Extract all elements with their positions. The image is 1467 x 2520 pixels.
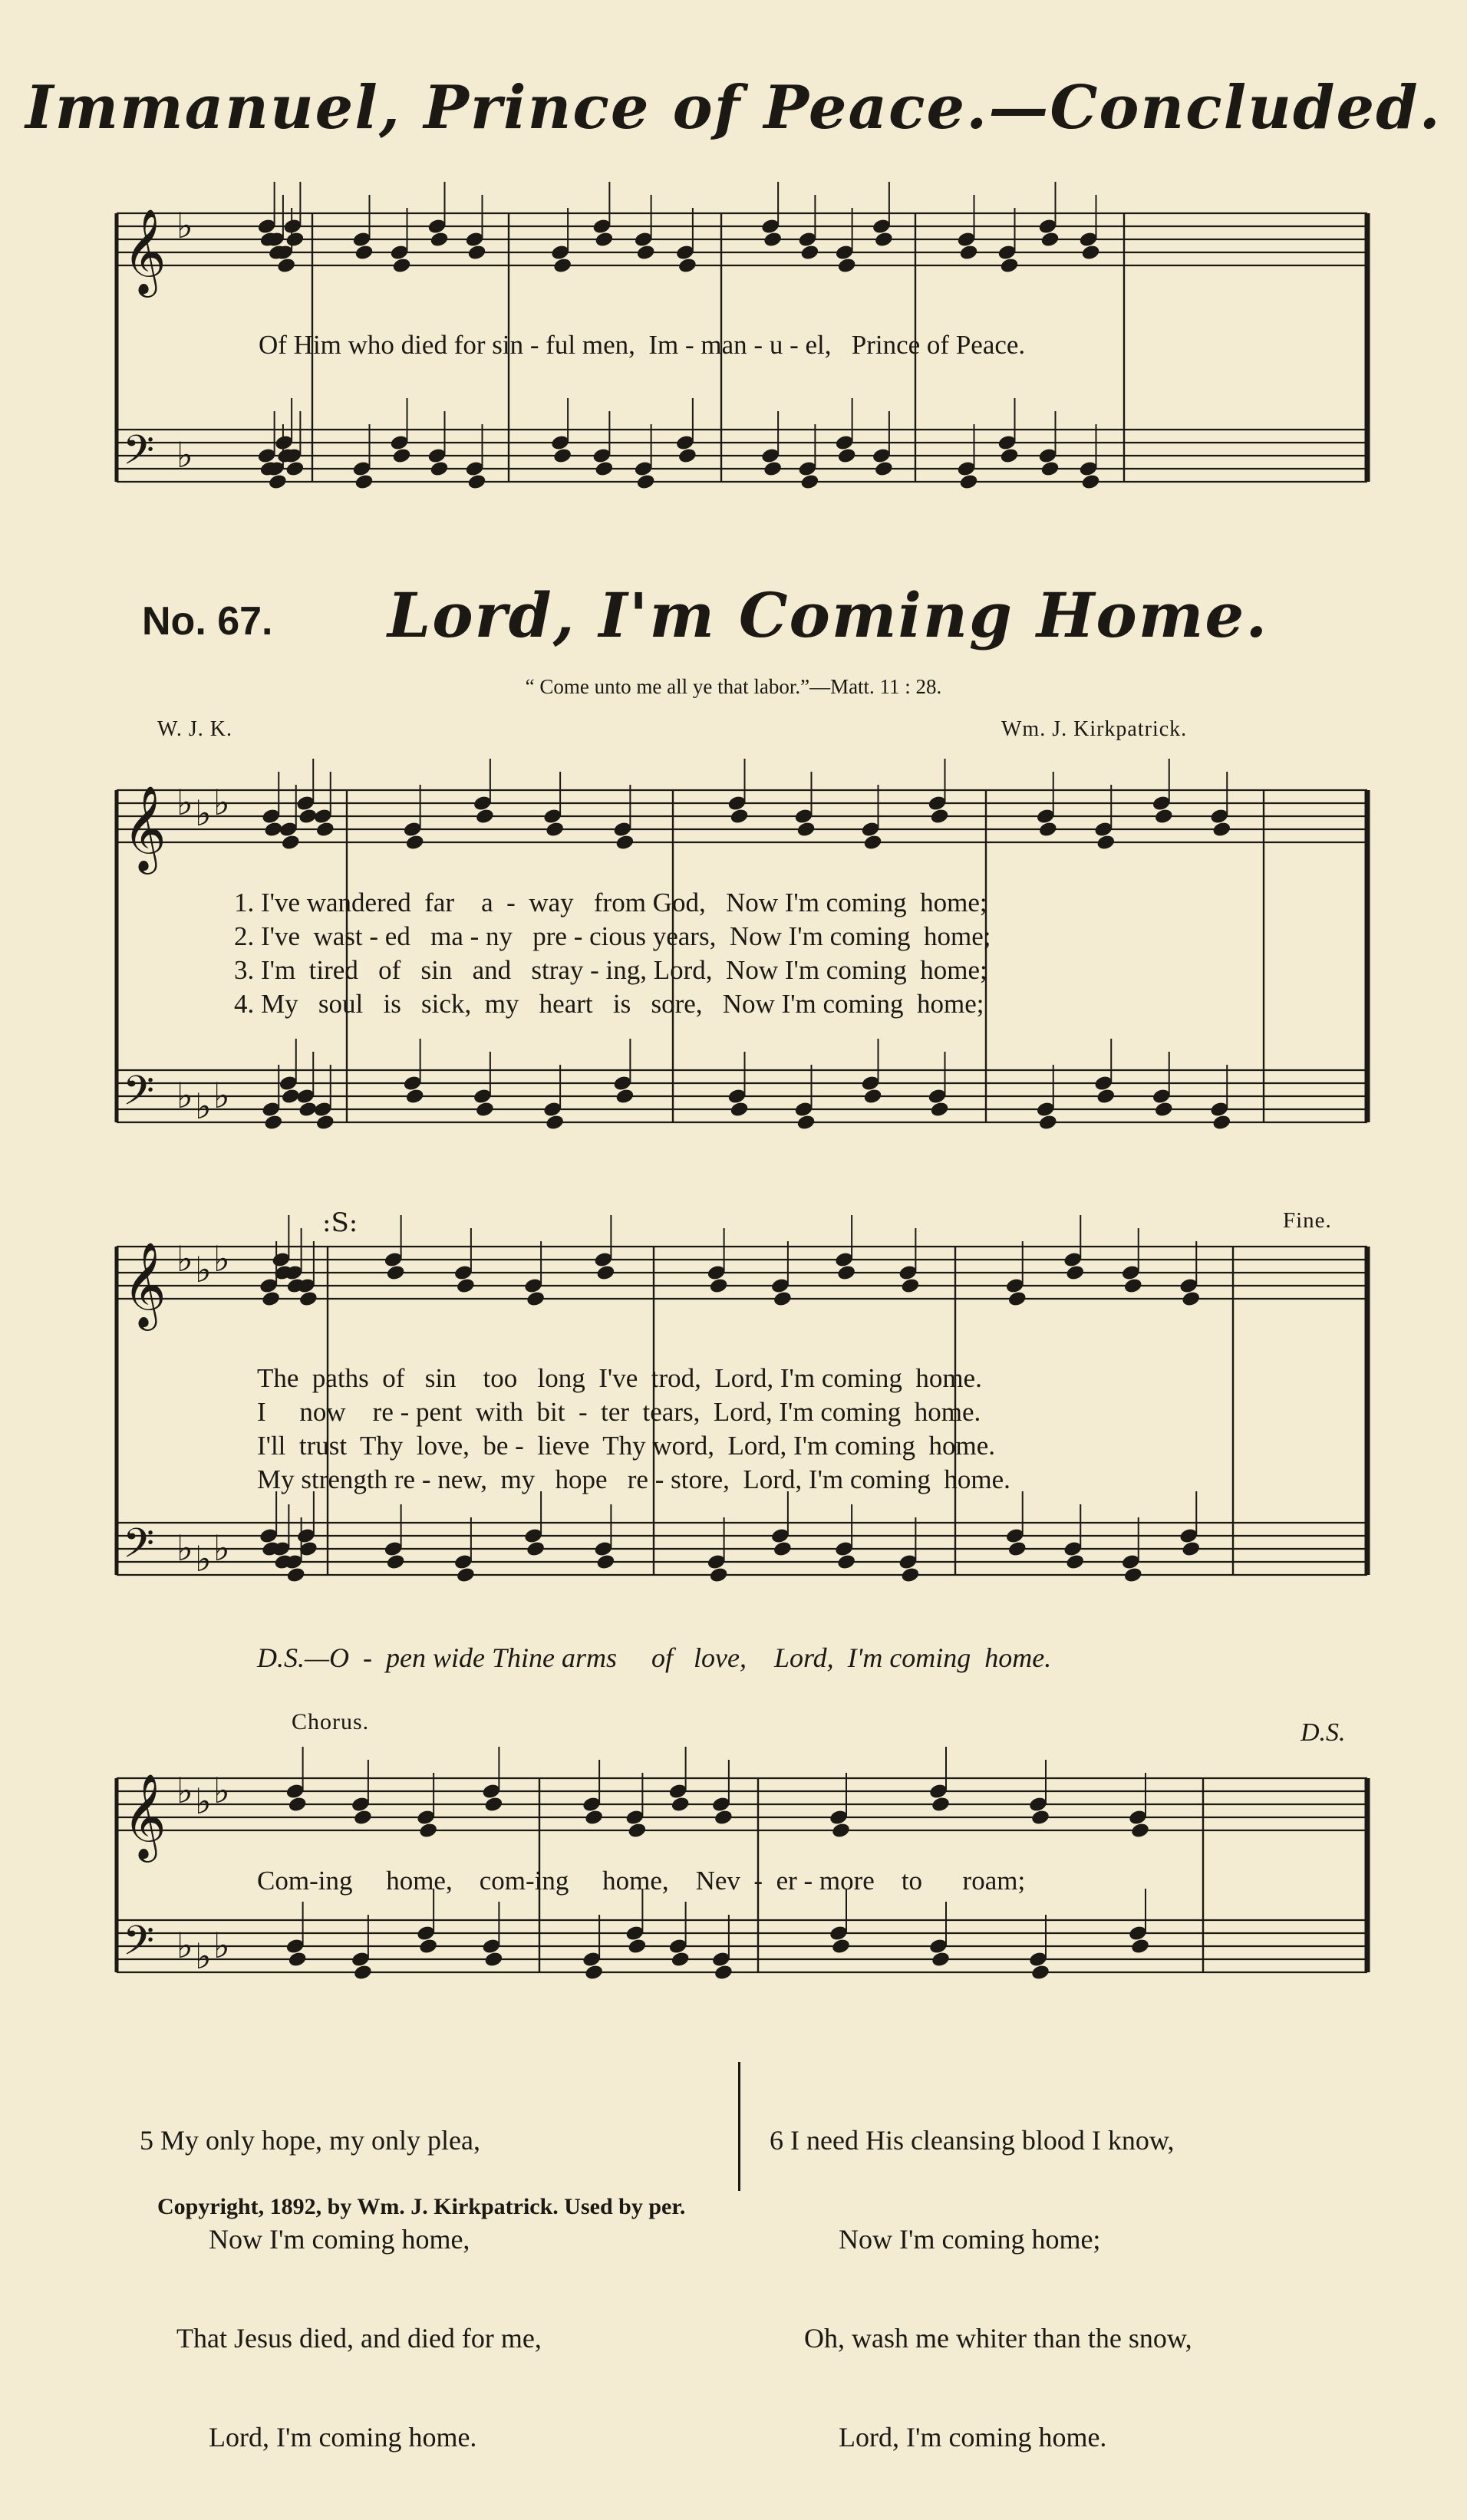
ds-label: D.S. bbox=[1301, 1718, 1346, 1747]
stanza-6-line-4: Lord, I'm coming home. bbox=[839, 2422, 1107, 2452]
verse3-part2: I'll trust Thy love, be - lieve Thy word, Lord, I'm coming home. bbox=[257, 1431, 995, 1461]
note-head bbox=[874, 460, 894, 478]
note-head bbox=[929, 808, 949, 825]
note-head bbox=[773, 1290, 793, 1308]
flat-sign: ♭ bbox=[176, 205, 193, 246]
note-head bbox=[584, 1964, 604, 1981]
note-head bbox=[636, 473, 656, 491]
note-head bbox=[405, 1088, 425, 1105]
flat-sign: ♭ bbox=[195, 1538, 212, 1580]
note-head bbox=[1065, 1553, 1085, 1571]
flat-sign: ♭ bbox=[213, 1238, 230, 1280]
note-head bbox=[418, 1822, 438, 1840]
note-head bbox=[288, 1796, 308, 1813]
note-head bbox=[391, 447, 411, 465]
note-head bbox=[475, 1101, 495, 1118]
note-head bbox=[1080, 244, 1100, 262]
note-head bbox=[286, 1566, 306, 1584]
prev-hymn-lyric: Of Him who died for sin - ful men, Im - man - u - el, Prince of Peace. bbox=[259, 330, 1026, 360]
note-head bbox=[999, 257, 1019, 275]
treble-clef: 𝄞 bbox=[123, 1241, 166, 1327]
flat-sign: ♭ bbox=[195, 792, 212, 834]
note-head bbox=[636, 244, 656, 262]
note-head bbox=[1212, 821, 1231, 838]
note-head bbox=[1030, 1809, 1050, 1827]
treble-clef: 𝄞 bbox=[123, 1773, 166, 1859]
flat-sign: ♭ bbox=[176, 1770, 193, 1811]
note-head bbox=[729, 808, 749, 825]
note-head bbox=[552, 257, 572, 275]
note-head bbox=[526, 1290, 546, 1308]
note-head bbox=[1123, 1277, 1143, 1295]
flat-sign: ♭ bbox=[176, 434, 193, 476]
flat-sign: ♭ bbox=[213, 1527, 230, 1569]
note-head bbox=[1130, 1938, 1150, 1955]
note-head bbox=[263, 1114, 283, 1132]
note-head bbox=[763, 231, 783, 249]
note-head bbox=[862, 834, 882, 852]
note-head bbox=[288, 1951, 308, 1968]
stanza-6 bbox=[770, 2058, 1192, 2520]
note-head bbox=[405, 834, 425, 852]
note-head bbox=[584, 1809, 604, 1827]
note-head bbox=[958, 244, 978, 262]
flat-sign: ♭ bbox=[195, 1249, 212, 1290]
note-head bbox=[796, 1114, 816, 1132]
verse4-part1: 4. My soul is sick, my heart is sore, Now I'm coming home; bbox=[234, 989, 984, 1019]
note-head bbox=[1038, 821, 1058, 838]
note-head bbox=[354, 244, 374, 262]
note-head bbox=[836, 1264, 856, 1282]
note-head bbox=[1130, 1822, 1150, 1840]
note-head bbox=[709, 1566, 729, 1584]
note-head bbox=[594, 231, 614, 249]
note-head bbox=[315, 1114, 335, 1132]
note-head bbox=[456, 1277, 476, 1295]
stanza-5-line-3: That Jesus died, and died for me, bbox=[176, 2323, 542, 2354]
note-head bbox=[615, 834, 635, 852]
stanza-5-line-2: Now I'm coming home, bbox=[209, 2224, 470, 2255]
stanza-5-number: 5 bbox=[140, 2125, 153, 2156]
segno-sign: :S: bbox=[322, 1207, 358, 1238]
note-head bbox=[466, 473, 486, 491]
note-head bbox=[456, 1566, 476, 1584]
note-head bbox=[526, 1540, 546, 1558]
note-head bbox=[1212, 1114, 1231, 1132]
flat-sign: ♭ bbox=[213, 1770, 230, 1811]
bass-clef: 𝄢 bbox=[123, 1068, 155, 1125]
flat-sign: ♭ bbox=[176, 782, 193, 823]
note-head bbox=[1040, 460, 1060, 478]
stanza-6-number: 6 bbox=[770, 2125, 783, 2156]
stanza-5-line-1: My only hope, my only plea, bbox=[160, 2125, 480, 2156]
epigraph: “ Come unto me all ye that labor.”—Matt. 11 : 28. bbox=[525, 675, 942, 698]
ds-lyric-line: D.S.—O - pen wide Thine arms of love, Lord, I'm coming home. bbox=[257, 1642, 1052, 1673]
note-head bbox=[1040, 231, 1060, 249]
note-head bbox=[729, 1101, 749, 1118]
note-head bbox=[929, 1101, 949, 1118]
note-head bbox=[773, 1540, 793, 1558]
verse4-part2: My strength re - new, my hope re - store, Lord, I'm coming home. bbox=[257, 1464, 1010, 1494]
note-head bbox=[1007, 1540, 1027, 1558]
note-head bbox=[1007, 1290, 1027, 1308]
stanza-6-line-1: I need His cleansing blood I know, bbox=[790, 2125, 1175, 2156]
note-head bbox=[1096, 834, 1116, 852]
note-head bbox=[281, 834, 301, 852]
note-head bbox=[353, 1964, 373, 1981]
bass-clef: 𝄢 bbox=[123, 1520, 155, 1577]
note-head bbox=[671, 1951, 691, 1968]
note-head bbox=[315, 821, 335, 838]
note-head bbox=[714, 1964, 734, 1981]
note-head bbox=[391, 257, 411, 275]
note-head bbox=[354, 473, 374, 491]
note-head bbox=[276, 257, 296, 275]
note-head bbox=[1096, 1088, 1116, 1105]
flat-sign: ♭ bbox=[213, 1925, 230, 1966]
chorus-lyric: Com-ing home, com-ing home, Nev - er - more to roam; bbox=[257, 1866, 1026, 1896]
note-head bbox=[709, 1277, 729, 1295]
flat-sign: ♭ bbox=[213, 1075, 230, 1116]
note-head bbox=[874, 231, 894, 249]
note-head bbox=[1181, 1290, 1201, 1308]
note-head bbox=[429, 231, 449, 249]
note-head bbox=[627, 1938, 647, 1955]
lyricist-credit: W. J. K. bbox=[157, 717, 232, 741]
note-head bbox=[261, 1290, 281, 1308]
note-head bbox=[268, 473, 288, 491]
note-head bbox=[285, 231, 305, 249]
treble-clef: 𝄞 bbox=[123, 208, 166, 294]
flat-sign: ♭ bbox=[176, 1075, 193, 1116]
note-head bbox=[429, 460, 449, 478]
stanza-divider bbox=[738, 2062, 740, 2191]
bass-clef: 𝄢 bbox=[123, 1918, 155, 1975]
chorus-label: Chorus. bbox=[292, 1709, 370, 1734]
flat-sign: ♭ bbox=[213, 782, 230, 823]
note-head bbox=[763, 460, 783, 478]
flat-sign: ♭ bbox=[176, 1527, 193, 1569]
note-head bbox=[900, 1566, 920, 1584]
flat-sign: ♭ bbox=[195, 1085, 212, 1127]
note-head bbox=[475, 808, 495, 825]
note-head bbox=[714, 1809, 734, 1827]
note-head bbox=[796, 821, 816, 838]
stanza-5 bbox=[140, 2058, 542, 2520]
note-head bbox=[931, 1951, 951, 1968]
note-head bbox=[627, 1822, 647, 1840]
copyright-notice: Copyright, 1892, by Wm. J. Kirkpatrick. Used by per. bbox=[157, 2194, 686, 2219]
flat-sign: ♭ bbox=[195, 1780, 212, 1822]
note-head bbox=[285, 460, 305, 478]
note-head bbox=[386, 1553, 406, 1571]
note-head bbox=[1038, 1114, 1058, 1132]
note-head bbox=[799, 244, 819, 262]
note-head bbox=[552, 447, 572, 465]
verse2-part1: 2. I've wast - ed ma - ny pre - cious years, Now I'm coming home; bbox=[234, 921, 991, 951]
stanza-6-line-2: Now I'm coming home; bbox=[839, 2224, 1101, 2255]
verse2-part2: I now re - pent with bit - ter tears, Lord, I'm coming home. bbox=[257, 1397, 981, 1427]
note-head bbox=[1080, 473, 1100, 491]
stanza-5-line-4: Lord, I'm coming home. bbox=[209, 2422, 477, 2452]
note-head bbox=[466, 244, 486, 262]
note-head bbox=[545, 1114, 565, 1132]
note-head bbox=[1154, 1101, 1174, 1118]
note-head bbox=[386, 1264, 406, 1282]
note-head bbox=[837, 257, 857, 275]
note-head bbox=[595, 1264, 615, 1282]
note-head bbox=[1154, 808, 1174, 825]
verse1-part2: The paths of sin too long I've trod, Lord, I'm coming home. bbox=[257, 1363, 982, 1393]
note-head bbox=[931, 1796, 951, 1813]
note-head bbox=[615, 1088, 635, 1105]
note-head bbox=[799, 473, 819, 491]
note-head bbox=[418, 1938, 438, 1955]
note-head bbox=[1030, 1964, 1050, 1981]
note-head bbox=[677, 257, 697, 275]
composer-credit: Wm. J. Kirkpatrick. bbox=[1001, 717, 1188, 741]
flat-sign: ♭ bbox=[195, 1935, 212, 1977]
bass-clef: 𝄢 bbox=[123, 427, 155, 484]
fine-label: Fine. bbox=[1283, 1208, 1332, 1233]
note-head bbox=[483, 1796, 503, 1813]
verse3-part1: 3. I'm tired of sin and stray - ing, Lord, Now I'm coming home; bbox=[234, 955, 987, 985]
note-head bbox=[831, 1938, 851, 1955]
note-head bbox=[595, 1553, 615, 1571]
note-head bbox=[862, 1088, 882, 1105]
note-head bbox=[831, 1822, 851, 1840]
flat-sign: ♭ bbox=[176, 1925, 193, 1966]
verse1-part1: 1. I've wandered far a - way from God, Now I'm coming home; bbox=[234, 888, 987, 917]
note-head bbox=[958, 473, 978, 491]
note-head bbox=[1181, 1540, 1201, 1558]
continued-title: Immanuel, Prince of Peace.—Concluded. bbox=[25, 73, 1442, 143]
note-head bbox=[483, 1951, 503, 1968]
note-head bbox=[594, 460, 614, 478]
stanza-6-line-3: Oh, wash me whiter than the snow, bbox=[804, 2323, 1192, 2354]
note-head bbox=[677, 447, 697, 465]
hymn-number: No. 67. bbox=[142, 599, 273, 644]
note-head bbox=[999, 447, 1019, 465]
note-head bbox=[545, 821, 565, 838]
note-head bbox=[900, 1277, 920, 1295]
note-head bbox=[298, 1290, 318, 1308]
note-head bbox=[353, 1809, 373, 1827]
note-head bbox=[837, 447, 857, 465]
flat-sign: ♭ bbox=[176, 1238, 193, 1280]
note-head bbox=[1065, 1264, 1085, 1282]
note-head bbox=[671, 1796, 691, 1813]
treble-clef: 𝄞 bbox=[123, 785, 166, 871]
note-head bbox=[1123, 1566, 1143, 1584]
note-head bbox=[836, 1553, 856, 1571]
hymn-title: Lord, I'm Coming Home. bbox=[387, 579, 1269, 651]
